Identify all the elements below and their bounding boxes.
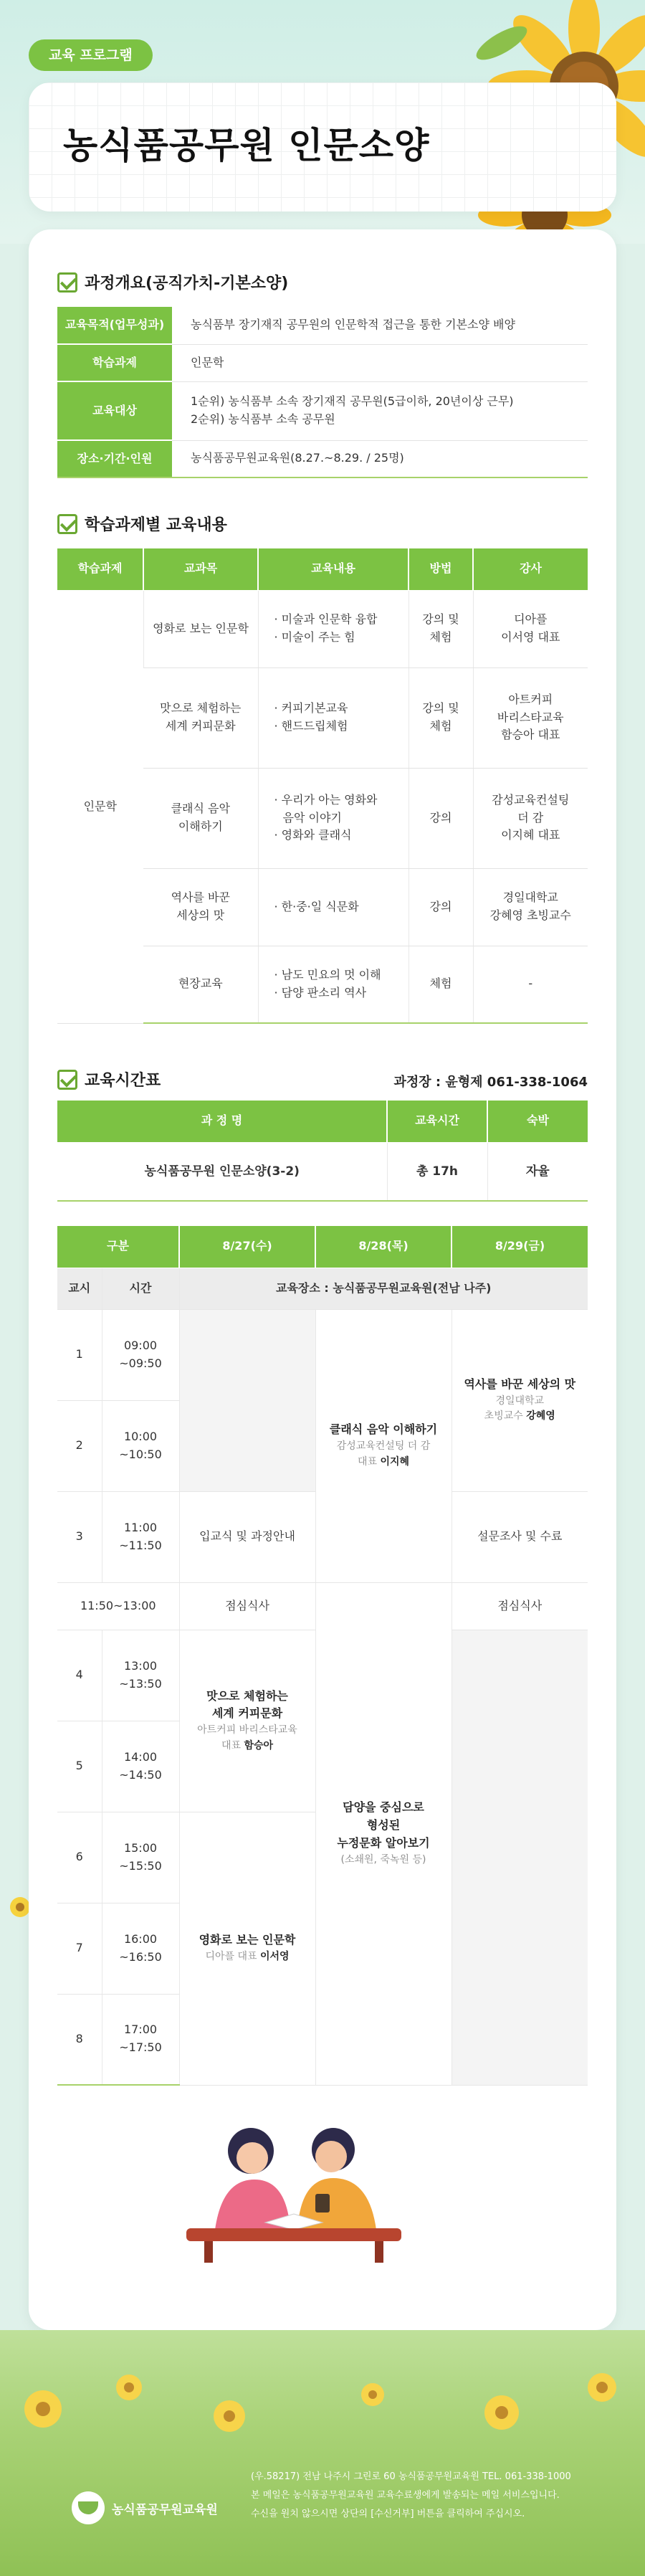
content-cell: · 한·중·일 식문화 — [258, 868, 408, 946]
footer-info — [251, 2468, 588, 2524]
content-cell: · 우리가 아는 영화와 음악 이야기 · 영화와 클래식 — [258, 768, 408, 868]
column-header: 8/29(금) — [452, 1226, 588, 1268]
table-row — [57, 590, 588, 667]
institute-logo-icon — [72, 2491, 105, 2524]
period-no: 6 — [57, 1812, 102, 1903]
overview-value: 농식품공무원교육원(8.27.~8.29. / 25명) — [172, 440, 588, 477]
column-header: 과 정 명 — [57, 1101, 387, 1142]
period-no: 2 — [57, 1400, 102, 1491]
empty-slot — [179, 1309, 315, 1491]
content-cell: · 커피기본교육 · 핸드드립체험 — [258, 667, 408, 768]
lecturer-cell: 아트커피 바리스타교육 함승아 대표 — [473, 667, 588, 768]
course-name: 농식품공무원 인문소양(3-2) — [57, 1142, 387, 1201]
subject-cell: 맛으로 체험하는 세계 커피문화 — [143, 667, 258, 768]
column-header: 숙박 — [487, 1101, 588, 1142]
subject-cell: 현장교육 — [143, 946, 258, 1023]
period-header: 교시 — [57, 1268, 102, 1309]
overview-label: 교육목적(업무성과) — [57, 307, 172, 344]
checkbox-icon — [57, 272, 77, 293]
lecturer-cell: 디아플 이서영 대표 — [473, 590, 588, 667]
overview-label: 학습과제 — [57, 344, 172, 381]
lecturer-cell: - — [473, 946, 588, 1023]
period-time: 16:00 ~16:50 — [102, 1903, 179, 1994]
column-header: 교육시간 — [387, 1101, 487, 1142]
column-header: 8/27(수) — [179, 1226, 315, 1268]
table-row — [57, 1309, 588, 1400]
course-hours: 총 17h — [387, 1142, 487, 1201]
period-no: 7 — [57, 1903, 102, 1994]
method-cell: 강의 — [408, 868, 473, 946]
footer-line: (우.58217) 전남 나주시 그린로 60 농식품공무원교육원 TEL. 061-338-1000 — [251, 2471, 571, 2482]
checkbox-icon — [57, 1070, 77, 1090]
column-header: 학습과제 — [57, 548, 143, 590]
contact-info: 과정장 : 윤형제 061-338-1064 — [393, 1075, 588, 1090]
session-intro: 입교식 및 과정안내 — [179, 1491, 315, 1582]
column-header: 교육내용 — [258, 548, 408, 590]
footer-line: 수신을 원치 않으시면 상단의 [수신거부] 버튼을 클릭하여 주십시오. — [251, 2509, 525, 2519]
overview-table — [57, 307, 588, 478]
session-movie: 영화로 보는 인문학 디아플 대표 이서영 — [179, 1812, 315, 2085]
period-no: 8 — [57, 1994, 102, 2085]
content-cell: · 남도 민요의 멋 이해 · 담양 판소리 역사 — [258, 946, 408, 1023]
column-header: 8/28(목) — [315, 1226, 452, 1268]
session-field: 담양을 중심으로 형성된 누정문화 알아보기 (소쇄원, 죽녹원 등) — [315, 1582, 452, 2085]
program-badge: 교육 프로그램 — [29, 39, 153, 71]
table-row — [57, 307, 588, 344]
lecturer-cell: 경일대학교 강혜영 초빙교수 — [473, 868, 588, 946]
column-header: 구분 — [57, 1226, 179, 1268]
period-no: 5 — [57, 1721, 102, 1812]
session-history: 역사를 바꾼 세상의 맛 경일대학교 초빙교수 강혜영 — [452, 1309, 588, 1491]
checkbox-icon — [57, 514, 77, 534]
main-card — [29, 229, 616, 2330]
period-time: 15:00 ~15:50 — [102, 1812, 179, 1903]
task-cell: 인문학 — [57, 590, 143, 1023]
period-no: 3 — [57, 1491, 102, 1582]
schedule-table — [57, 1226, 588, 2086]
column-header: 강사 — [473, 548, 588, 590]
title-card — [29, 82, 616, 212]
overview-value: 인문학 — [172, 344, 588, 381]
overview-value: 1순위) 농식품부 소속 장기재직 공무원(5급이하, 20년이상 근무) 2순위) 농식품부 소속 공무원 — [172, 381, 588, 440]
lunch-cell: 점심식사 — [452, 1582, 588, 1630]
period-time: 11:00 ~11:50 — [102, 1491, 179, 1582]
column-header: 교과목 — [143, 548, 258, 590]
table-row — [57, 1142, 588, 1201]
subject-cell: 클래식 음악 이해하기 — [143, 768, 258, 868]
table-row-lunch — [57, 1582, 588, 1630]
place-header: 교육장소 : 농식품공무원교육원(전남 나주) — [179, 1268, 588, 1309]
overview-label: 장소·기간·인원 — [57, 440, 172, 477]
method-cell: 강의 및 체험 — [408, 667, 473, 768]
footer-logo — [72, 2491, 218, 2524]
table-row — [57, 381, 588, 440]
table-header-row — [57, 1101, 588, 1142]
session-survey: 설문조사 및 수료 — [452, 1491, 588, 1582]
table-header-row — [57, 1226, 588, 1268]
method-cell: 강의 및 체험 — [408, 590, 473, 667]
table-header-row — [57, 548, 588, 590]
column-header: 방법 — [408, 548, 473, 590]
overview-section-title: 과정개요(공직가치-기본소양) — [57, 271, 288, 293]
reading-people-illustration — [172, 2122, 416, 2266]
period-time: 17:00 ~17:50 — [102, 1994, 179, 2085]
page-title: 농식품공무원 인문소양 — [63, 125, 430, 166]
overview-label: 교육대상 — [57, 381, 172, 440]
flower-field-illustration — [0, 2330, 645, 2452]
table-row — [57, 440, 588, 477]
time-header: 시간 — [102, 1268, 179, 1309]
period-no: 4 — [57, 1630, 102, 1721]
period-time: 13:00 ~13:50 — [102, 1630, 179, 1721]
lecturer-cell: 감성교육컨설팅 더 감 이지혜 대표 — [473, 768, 588, 868]
lunch-cell: 점심식사 — [179, 1582, 315, 1630]
period-time: 14:00 ~14:50 — [102, 1721, 179, 1812]
table-row — [57, 344, 588, 381]
session-coffee: 맛으로 체험하는 세계 커피문화 아트커피 바리스타교육 대표 함승아 — [179, 1630, 315, 1812]
course-table — [57, 1101, 588, 1202]
subject-cell: 역사를 바꾼 세상의 맛 — [143, 868, 258, 946]
contents-section-title: 학습과제별 교육내용 — [57, 513, 227, 535]
session-classic: 클래식 음악 이해하기 감성교육컨설팅 더 감 대표 이지혜 — [315, 1309, 452, 1582]
empty-slot — [452, 1630, 588, 2085]
method-cell: 체험 — [408, 946, 473, 1023]
footer-logo-text: 농식품공무원교육원 — [112, 2502, 218, 2517]
lunch-time: 11:50~13:00 — [57, 1582, 179, 1630]
content-cell: · 미술과 인문학 융합 · 미술이 주는 힘 — [258, 590, 408, 667]
period-no: 1 — [57, 1309, 102, 1400]
timetable-section-title: 교육시간표 — [57, 1068, 161, 1090]
period-time: 09:00 ~09:50 — [102, 1309, 179, 1400]
contents-table — [57, 548, 588, 1024]
period-time: 10:00 ~10:50 — [102, 1400, 179, 1491]
overview-value: 농식품부 장기재직 공무원의 인문학적 접근을 통한 기본소양 배양 — [172, 307, 588, 344]
method-cell: 강의 — [408, 768, 473, 868]
footer-line: 본 메일은 농식품공무원교육원 교육수료생에게 발송되는 메일 서비스입니다. — [251, 2490, 560, 2501]
subject-cell: 영화로 보는 인문학 — [143, 590, 258, 667]
course-lodging: 자율 — [487, 1142, 588, 1201]
table-subheader-row — [57, 1268, 588, 1309]
